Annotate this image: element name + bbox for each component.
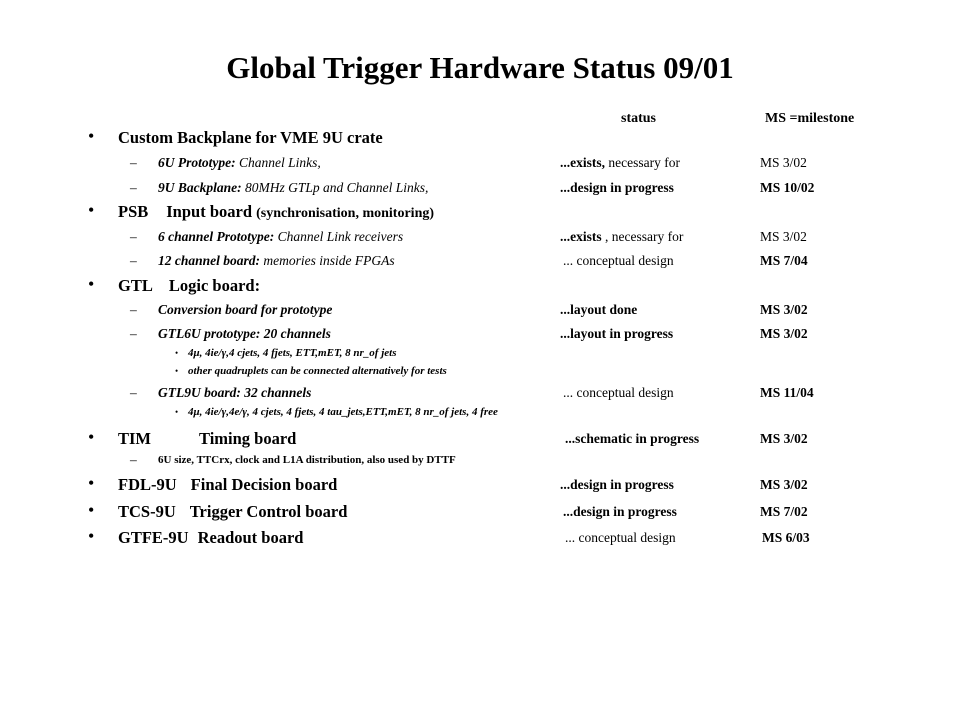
gtl-6u-status: ...layout in progress xyxy=(560,326,674,341)
gtfe-status: ... conceptual design xyxy=(565,530,676,545)
gtl-heading: GTL Logic board: xyxy=(118,276,261,295)
item-prefix: 6U Prototype: xyxy=(158,155,236,170)
gtl-9u-status: ... conceptual design xyxy=(563,385,674,400)
gtl-9u-milestone: MS 11/04 xyxy=(760,385,814,400)
dash-icon: – xyxy=(130,385,137,400)
dash-icon: – xyxy=(130,229,137,244)
psb-12ch-item: 12 channel board: memories inside FPGAs xyxy=(158,253,395,268)
gtfe-heading: GTFE-9U Readout board xyxy=(118,528,304,547)
backplane-6u-milestone: MS 3/02 xyxy=(760,155,807,170)
gtl-6u-milestone: MS 3/02 xyxy=(760,326,808,341)
psb-6ch-milestone: MS 3/02 xyxy=(760,229,807,244)
gtl-conversion-milestone: MS 3/02 xyxy=(760,302,808,317)
dot-icon: • xyxy=(175,366,179,376)
backplane-9u-item: 9U Backplane: 80MHz GTLp and Channel Links, xyxy=(158,180,429,195)
fdl-milestone: MS 3/02 xyxy=(760,477,808,492)
gtfe-milestone: MS 6/03 xyxy=(762,530,810,545)
dash-icon: – xyxy=(130,302,137,317)
backplane-9u-status: ...design in progress xyxy=(560,180,674,195)
bullet-icon: • xyxy=(88,274,95,294)
page-title: Global Trigger Hardware Status 09/01 xyxy=(226,50,734,85)
bullet-icon: • xyxy=(88,126,95,146)
dash-icon: – xyxy=(130,253,137,268)
tim-detail: 6U size, TTCrx, clock and L1A distribution, also used by DTTF xyxy=(158,454,456,466)
backplane-heading: Custom Backplane for VME 9U crate xyxy=(118,128,383,147)
backplane-9u-milestone: MS 10/02 xyxy=(760,180,815,195)
bullet-icon: • xyxy=(88,473,95,493)
dash-icon: – xyxy=(130,180,137,195)
tim-status: ...schematic in progress xyxy=(565,431,700,446)
tcs-heading: TCS-9U Trigger Control board xyxy=(118,502,348,521)
fdl-status: ...design in progress xyxy=(560,477,674,492)
gtl-conversion-status: ...layout done xyxy=(560,302,638,317)
backplane-6u-status: ...exists, necessary for xyxy=(560,155,680,170)
psb-heading: PSB Input board (synchronisation, monitoring) xyxy=(118,202,435,221)
bullet-icon: • xyxy=(88,500,95,520)
fdl-heading: FDL-9U Final Decision board xyxy=(118,475,338,494)
tim-heading: TIM Timing board xyxy=(118,429,297,448)
backplane-6u-item xyxy=(158,155,321,171)
tim-milestone: MS 3/02 xyxy=(760,431,808,446)
gtl-9u-item: GTL9U board: 32 channels xyxy=(158,385,312,400)
dot-icon: • xyxy=(175,348,179,358)
gtl-6u-item: GTL6U prototype: 20 channels xyxy=(158,326,331,341)
gtl-conversion-item: Conversion board for prototype xyxy=(158,302,333,317)
item-text: Channel Links, xyxy=(235,155,321,170)
psb-6ch-status: ...exists , necessary for xyxy=(560,229,684,244)
dot-icon: • xyxy=(175,407,179,417)
tcs-milestone: MS 7/02 xyxy=(760,504,808,519)
bullet-icon: • xyxy=(88,526,95,546)
gtl-6u-detail: other quadruplets can be connected alternatively for tests xyxy=(188,365,447,377)
milestone-column-header: MS =milestone xyxy=(765,111,855,126)
gtl-6u-detail: 4μ, 4ie/γ,4 cjets, 4 fjets, ETT,mET, 8 nr_of jets xyxy=(188,347,397,359)
tcs-status: ...design in progress xyxy=(563,504,677,519)
gtl-9u-detail: 4μ, 4ie/γ,4e/γ, 4 cjets, 4 fjets, 4 tau_jets,ETT,mET, 8 nr_of jets, 4 free xyxy=(188,406,498,418)
bullet-icon: • xyxy=(88,200,95,220)
dash-icon: – xyxy=(130,326,137,341)
psb-12ch-milestone: MS 7/04 xyxy=(760,253,808,268)
psb-6ch-item: 6 channel Prototype: Channel Link receivers xyxy=(158,229,404,244)
psb-12ch-status: ... conceptual design xyxy=(563,253,674,268)
dash-icon: – xyxy=(130,452,137,467)
dash-icon: – xyxy=(130,155,137,170)
bullet-icon: • xyxy=(88,427,95,447)
status-column-header: status xyxy=(621,111,657,126)
